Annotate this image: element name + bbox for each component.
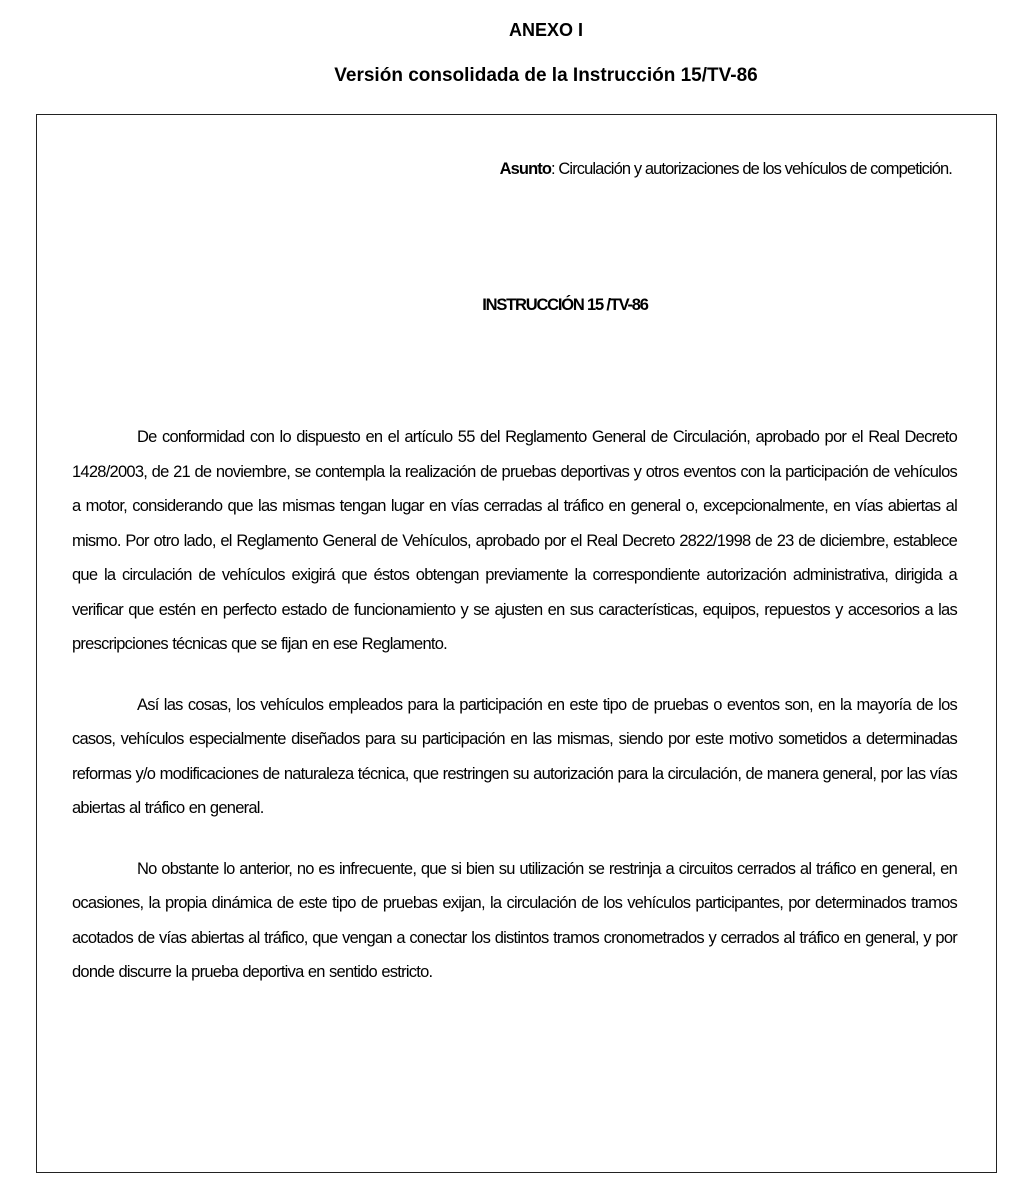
instruction-title: INSTRUCCIÓN 15 /TV-86 [482,296,648,314]
document-frame [36,114,997,1173]
document-subtitle: Versión consolidada de la Instrucción 15/TV-86 [334,65,758,86]
subject-line [500,160,952,179]
subject-label: Asunto [499,160,552,178]
paragraph: Así las cosas, los vehículos empleados para la participación en este tipo de pruebas o eventos son, en la mayoría de los casos, vehículos especialmente diseñados para su participación en las mismas, siendo por este motivo sometidos a determinadas reformas y/o modificaciones de naturaleza técnica, que restringen su autorización para la circulación, de manera general, por las vías abiertas al tráfico en general. [72,695,957,817]
paragraph: De conformidad con lo dispuesto en el artículo 55 del Reglamento General de Circulación, aprobado por el Real Decreto 1428/2003, de 21 de noviembre, se contempla la realización de pruebas deportivas y otros eventos con la participación de vehículos a motor, considerando que las mismas tengan lugar en vías cerradas al tráfico en general o, excepcionalmente, en vías abiertas al mismo. Por otro lado, el Reglamento General de Vehículos, aprobado por el Real Decreto 2822/1998 de 23 de diciembre, establece que la circulación de vehículos exigirá que éstos obtengan previamente la correspondiente autorización administrativa, dirigida a verificar que estén en perfecto estado de funcionamiento y se ajusten en sus características, equipos, repuestos y accesorios a las prescripciones técnicas que se fijan en ese Reglamento. [72,428,957,653]
paragraph: No obstante lo anterior, no es infrecuente, que si bien su utilización se restrinja a circuitos cerrados al tráfico en general, en ocasiones, la propia dinámica de este tipo de pruebas exijan, la circulación de los vehículos participantes, por determinados tramos acotados de vías abiertas al tráfico, que vengan a conectar los distintos tramos cronometrados y cerrados al tráfico en general, y por donde discurre la prueba deportiva en sentido estricto. [72,859,957,981]
annex-title: ANEXO I [508,20,583,40]
document-body [72,420,957,1016]
subject-text: : Circulación y autorizaciones de los vehículos de competición. [551,160,952,178]
